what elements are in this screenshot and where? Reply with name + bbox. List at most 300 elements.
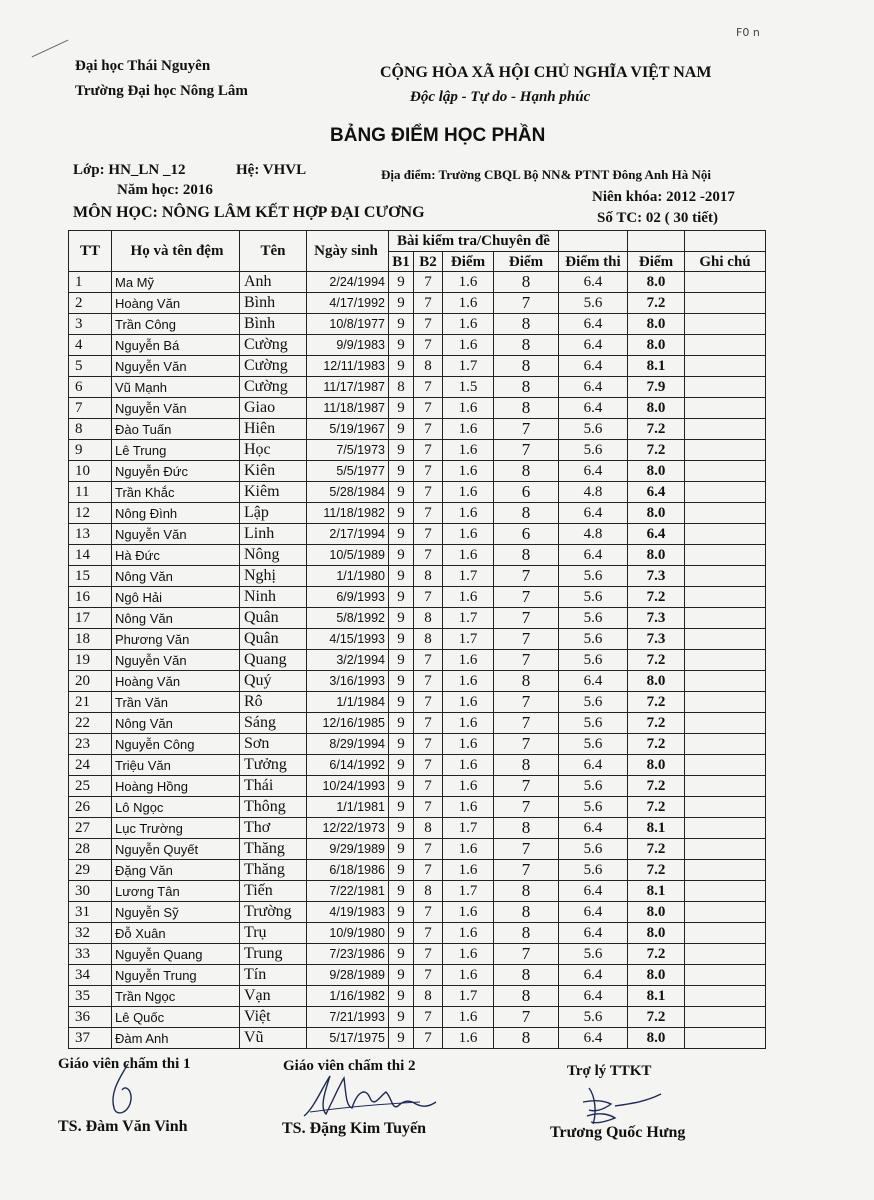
system-label: Hệ: VHVL (236, 162, 307, 178)
cell-given-name: Việt (240, 1007, 307, 1028)
cell-test-score: 1.6 (443, 860, 494, 881)
cell-final-score: 7.3 (628, 566, 685, 587)
cell-given-name: Trường (240, 902, 307, 923)
cell-dob: 10/9/1980 (307, 923, 389, 944)
cell-b2: 7 (414, 797, 443, 818)
cell-b2: 7 (414, 482, 443, 503)
cell-given-name: Tưởng (240, 755, 307, 776)
cell-exam-score: 5.6 (559, 608, 628, 629)
cell-b2: 7 (414, 314, 443, 335)
cell-surname: Nguyễn Văn (112, 524, 240, 545)
cell-topic-score: 8 (494, 272, 559, 293)
cell-dob: 12/11/1983 (307, 356, 389, 377)
cell-topic-score: 8 (494, 503, 559, 524)
cell-b2: 7 (414, 860, 443, 881)
cell-test-score: 1.6 (443, 734, 494, 755)
cell-exam-score: 6.4 (559, 923, 628, 944)
cell-given-name: Học (240, 440, 307, 461)
cell-final-score: 8.0 (628, 965, 685, 986)
cell-given-name: Ninh (240, 587, 307, 608)
cell-dob: 6/9/1993 (307, 587, 389, 608)
cell-note (685, 608, 766, 629)
cell-b1: 9 (389, 965, 414, 986)
cell-note (685, 377, 766, 398)
cell-final-score: 8.0 (628, 461, 685, 482)
cell-topic-score: 8 (494, 671, 559, 692)
cell-exam-score: 6.4 (559, 503, 628, 524)
cell-tt: 7 (69, 398, 112, 419)
cell-topic-score: 8 (494, 356, 559, 377)
cell-surname: Nguyễn Bá (112, 335, 240, 356)
cell-b2: 7 (414, 734, 443, 755)
cell-given-name: Sơn (240, 734, 307, 755)
cell-topic-score: 7 (494, 608, 559, 629)
cell-given-name: Giao (240, 398, 307, 419)
cell-topic-score: 8 (494, 986, 559, 1007)
cell-given-name: Tiến (240, 881, 307, 902)
cell-dob: 4/15/1993 (307, 629, 389, 650)
table-row (69, 398, 766, 419)
header-given-name: Tên (240, 231, 307, 272)
cell-surname: Trần Công (112, 314, 240, 335)
page-title: BẢNG ĐIỂM HỌC PHẦN (330, 125, 546, 146)
cell-given-name: Thái (240, 776, 307, 797)
cell-dob: 1/1/1981 (307, 797, 389, 818)
cell-exam-score: 5.6 (559, 776, 628, 797)
header-tt: TT (69, 231, 112, 272)
grader2-signature (300, 1068, 440, 1128)
cell-dob: 11/18/1987 (307, 398, 389, 419)
cell-b1: 9 (389, 524, 414, 545)
table-row (69, 713, 766, 734)
cell-b1: 9 (389, 713, 414, 734)
cell-dob: 4/17/1992 (307, 293, 389, 314)
cell-exam-score: 5.6 (559, 944, 628, 965)
cell-final-score: 8.0 (628, 335, 685, 356)
cell-b1: 9 (389, 902, 414, 923)
cell-surname: Ngô Hải (112, 587, 240, 608)
cell-surname: Hoàng Văn (112, 293, 240, 314)
cell-given-name: Bình (240, 314, 307, 335)
cell-dob: 7/22/1981 (307, 881, 389, 902)
cell-final-score: 7.2 (628, 776, 685, 797)
cell-given-name: Nghị (240, 566, 307, 587)
cell-test-score: 1.6 (443, 1007, 494, 1028)
cell-dob: 3/16/1993 (307, 671, 389, 692)
cell-dob: 4/19/1983 (307, 902, 389, 923)
credits-label: Số TC: 02 ( 30 tiết) (597, 210, 718, 226)
cell-exam-score: 5.6 (559, 629, 628, 650)
cell-b1: 9 (389, 503, 414, 524)
cell-b2: 7 (414, 944, 443, 965)
cell-exam-score: 5.6 (559, 293, 628, 314)
cell-b2: 8 (414, 986, 443, 1007)
cell-topic-score: 6 (494, 482, 559, 503)
cell-b1: 9 (389, 293, 414, 314)
cell-b2: 7 (414, 902, 443, 923)
cell-surname: Lục Trường (112, 818, 240, 839)
cell-test-score: 1.6 (443, 692, 494, 713)
cell-given-name: Quang (240, 650, 307, 671)
cell-final-score: 8.1 (628, 881, 685, 902)
cell-tt: 17 (69, 608, 112, 629)
cell-surname: Lương Tân (112, 881, 240, 902)
table-row (69, 272, 766, 293)
pen-stroke-mark (32, 40, 69, 58)
cell-test-score: 1.6 (443, 797, 494, 818)
cell-surname: Hoàng Hồng (112, 776, 240, 797)
cell-topic-score: 7 (494, 293, 559, 314)
cell-final-score: 8.0 (628, 671, 685, 692)
cell-topic-score: 8 (494, 818, 559, 839)
cell-b1: 9 (389, 776, 414, 797)
cell-tt: 37 (69, 1028, 112, 1049)
cell-b2: 8 (414, 629, 443, 650)
cell-b2: 7 (414, 587, 443, 608)
cell-b2: 7 (414, 524, 443, 545)
cell-tt: 36 (69, 1007, 112, 1028)
cell-note (685, 650, 766, 671)
header-exam-score: Điểm thi (559, 251, 628, 272)
cell-test-score: 1.7 (443, 608, 494, 629)
cell-b1: 9 (389, 545, 414, 566)
grade-table (68, 230, 766, 1049)
cell-note (685, 839, 766, 860)
cell-given-name: Anh (240, 272, 307, 293)
header-blank-3 (685, 231, 766, 252)
corner-handwritten-note: F0 n (736, 26, 760, 39)
location-label: Địa điểm: Trường CBQL Bộ NN& PTNT Đông Anh Hà Nội (381, 167, 711, 182)
cell-b1: 9 (389, 881, 414, 902)
cell-topic-score: 7 (494, 629, 559, 650)
cell-b1: 9 (389, 671, 414, 692)
table-row (69, 755, 766, 776)
table-row (69, 1007, 766, 1028)
cell-note (685, 944, 766, 965)
header-name: Họ và tên đệm (112, 231, 240, 272)
cell-given-name: Vạn (240, 986, 307, 1007)
cell-b1: 9 (389, 650, 414, 671)
table-row (69, 545, 766, 566)
cell-exam-score: 4.8 (559, 524, 628, 545)
cell-test-score: 1.7 (443, 986, 494, 1007)
cell-note (685, 461, 766, 482)
cell-b1: 9 (389, 461, 414, 482)
cell-test-score: 1.6 (443, 272, 494, 293)
national-motto: Độc lập - Tự do - Hạnh phúc (410, 89, 591, 105)
cell-given-name: Nông (240, 545, 307, 566)
table-row (69, 587, 766, 608)
cell-dob: 3/2/1994 (307, 650, 389, 671)
cell-dob: 9/29/1989 (307, 839, 389, 860)
table-row (69, 377, 766, 398)
cell-b1: 9 (389, 482, 414, 503)
cell-test-score: 1.7 (443, 881, 494, 902)
cell-b2: 7 (414, 272, 443, 293)
cell-final-score: 7.2 (628, 440, 685, 461)
academic-year: Năm học: 2016 (117, 182, 213, 198)
table-row (69, 776, 766, 797)
cell-surname: Nông Văn (112, 608, 240, 629)
cell-dob: 8/29/1994 (307, 734, 389, 755)
cell-topic-score: 8 (494, 377, 559, 398)
cell-topic-score: 8 (494, 461, 559, 482)
cell-b2: 7 (414, 923, 443, 944)
cell-topic-score: 7 (494, 1007, 559, 1028)
cell-given-name: Vũ (240, 1028, 307, 1049)
cell-note (685, 818, 766, 839)
cell-exam-score: 5.6 (559, 734, 628, 755)
cell-note (685, 860, 766, 881)
cell-exam-score: 5.6 (559, 713, 628, 734)
cell-tt: 11 (69, 482, 112, 503)
header-note: Ghi chú (685, 251, 766, 272)
cell-topic-score: 8 (494, 398, 559, 419)
cell-tt: 23 (69, 734, 112, 755)
grade-table-body (69, 272, 766, 1049)
cell-topic-score: 7 (494, 650, 559, 671)
cell-dob: 7/5/1973 (307, 440, 389, 461)
cell-given-name: Hiên (240, 419, 307, 440)
course-period: Niên khóa: 2012 -2017 (592, 189, 735, 205)
cell-b2: 7 (414, 503, 443, 524)
cell-final-score: 7.3 (628, 608, 685, 629)
cell-tt: 21 (69, 692, 112, 713)
cell-dob: 5/17/1975 (307, 1028, 389, 1049)
cell-b1: 9 (389, 335, 414, 356)
cell-note (685, 923, 766, 944)
table-row (69, 923, 766, 944)
cell-b1: 9 (389, 818, 414, 839)
cell-final-score: 8.1 (628, 986, 685, 1007)
cell-tt: 29 (69, 860, 112, 881)
cell-final-score: 7.2 (628, 713, 685, 734)
cell-tt: 3 (69, 314, 112, 335)
table-row (69, 860, 766, 881)
cell-b1: 9 (389, 860, 414, 881)
country-name: CỘNG HÒA XÃ HỘI CHỦ NGHĨA VIỆT NAM (380, 64, 712, 81)
table-row (69, 944, 766, 965)
cell-final-score: 7.9 (628, 377, 685, 398)
cell-given-name: Quân (240, 608, 307, 629)
cell-given-name: Thăng (240, 839, 307, 860)
cell-test-score: 1.6 (443, 545, 494, 566)
cell-note (685, 755, 766, 776)
cell-note (685, 545, 766, 566)
cell-b2: 8 (414, 881, 443, 902)
cell-dob: 5/5/1977 (307, 461, 389, 482)
table-row (69, 356, 766, 377)
cell-given-name: Tín (240, 965, 307, 986)
cell-b1: 9 (389, 734, 414, 755)
table-row (69, 440, 766, 461)
cell-test-score: 1.6 (443, 923, 494, 944)
table-row (69, 293, 766, 314)
cell-test-score: 1.6 (443, 713, 494, 734)
cell-given-name: Kiên (240, 461, 307, 482)
cell-surname: Nguyễn Công (112, 734, 240, 755)
cell-tt: 27 (69, 818, 112, 839)
cell-tt: 22 (69, 713, 112, 734)
cell-b1: 9 (389, 797, 414, 818)
cell-note (685, 524, 766, 545)
cell-b1: 9 (389, 629, 414, 650)
cell-b2: 7 (414, 293, 443, 314)
cell-dob: 5/28/1984 (307, 482, 389, 503)
cell-dob: 2/17/1994 (307, 524, 389, 545)
cell-tt: 34 (69, 965, 112, 986)
cell-tt: 12 (69, 503, 112, 524)
cell-surname: Vũ Mạnh (112, 377, 240, 398)
cell-exam-score: 5.6 (559, 650, 628, 671)
cell-b1: 9 (389, 923, 414, 944)
cell-note (685, 272, 766, 293)
cell-note (685, 692, 766, 713)
cell-given-name: Quý (240, 671, 307, 692)
cell-exam-score: 6.4 (559, 902, 628, 923)
cell-surname: Hoàng Văn (112, 671, 240, 692)
cell-b1: 9 (389, 314, 414, 335)
table-row (69, 902, 766, 923)
cell-topic-score: 7 (494, 839, 559, 860)
cell-final-score: 8.0 (628, 545, 685, 566)
cell-given-name: Sáng (240, 713, 307, 734)
cell-note (685, 881, 766, 902)
cell-b1: 9 (389, 608, 414, 629)
cell-test-score: 1.6 (443, 839, 494, 860)
table-row (69, 692, 766, 713)
cell-b2: 7 (414, 671, 443, 692)
cell-b2: 7 (414, 1028, 443, 1049)
cell-tt: 24 (69, 755, 112, 776)
cell-exam-score: 6.4 (559, 986, 628, 1007)
cell-test-score: 1.6 (443, 587, 494, 608)
cell-exam-score: 5.6 (559, 860, 628, 881)
cell-final-score: 6.4 (628, 482, 685, 503)
cell-given-name: Trụ (240, 923, 307, 944)
cell-dob: 11/18/1982 (307, 503, 389, 524)
cell-exam-score: 5.6 (559, 566, 628, 587)
cell-final-score: 8.0 (628, 398, 685, 419)
cell-note (685, 629, 766, 650)
cell-tt: 15 (69, 566, 112, 587)
grader1-signature (100, 1060, 160, 1120)
grader1-name: TS. Đàm Văn Vinh (58, 1118, 188, 1135)
cell-surname: Đỗ Xuân (112, 923, 240, 944)
cell-test-score: 1.6 (443, 482, 494, 503)
cell-note (685, 776, 766, 797)
cell-surname: Nguyễn Quyết (112, 839, 240, 860)
table-row (69, 503, 766, 524)
table-row (69, 566, 766, 587)
cell-b2: 7 (414, 965, 443, 986)
table-row (69, 461, 766, 482)
table-row (69, 734, 766, 755)
cell-final-score: 8.0 (628, 503, 685, 524)
cell-test-score: 1.6 (443, 419, 494, 440)
cell-exam-score: 5.6 (559, 440, 628, 461)
cell-given-name: Trung (240, 944, 307, 965)
cell-final-score: 8.0 (628, 902, 685, 923)
cell-surname: Đàm Anh (112, 1028, 240, 1049)
cell-final-score: 7.2 (628, 692, 685, 713)
cell-note (685, 797, 766, 818)
cell-tt: 4 (69, 335, 112, 356)
cell-given-name: Rô (240, 692, 307, 713)
table-row (69, 650, 766, 671)
cell-test-score: 1.6 (443, 1028, 494, 1049)
cell-b2: 7 (414, 713, 443, 734)
cell-tt: 1 (69, 272, 112, 293)
header-b2: B2 (414, 251, 443, 272)
cell-topic-score: 7 (494, 776, 559, 797)
cell-surname: Trần Văn (112, 692, 240, 713)
cell-topic-score: 7 (494, 587, 559, 608)
cell-test-score: 1.6 (443, 398, 494, 419)
cell-tt: 18 (69, 629, 112, 650)
cell-given-name: Cường (240, 377, 307, 398)
cell-final-score: 8.0 (628, 314, 685, 335)
cell-b1: 9 (389, 419, 414, 440)
grader1-title: Giáo viên chấm thi 1 (58, 1056, 191, 1072)
cell-surname: Ma Mỹ (112, 272, 240, 293)
cell-note (685, 734, 766, 755)
cell-final-score: 8.0 (628, 755, 685, 776)
cell-test-score: 1.6 (443, 650, 494, 671)
table-row (69, 314, 766, 335)
cell-surname: Trần Ngọc (112, 986, 240, 1007)
cell-final-score: 8.0 (628, 923, 685, 944)
cell-b2: 7 (414, 1007, 443, 1028)
table-row (69, 797, 766, 818)
cell-topic-score: 7 (494, 713, 559, 734)
cell-exam-score: 6.4 (559, 545, 628, 566)
cell-exam-score: 6.4 (559, 818, 628, 839)
cell-tt: 28 (69, 839, 112, 860)
cell-final-score: 8.0 (628, 1028, 685, 1049)
cell-final-score: 6.4 (628, 524, 685, 545)
cell-tt: 6 (69, 377, 112, 398)
cell-tt: 35 (69, 986, 112, 1007)
cell-given-name: Quân (240, 629, 307, 650)
cell-note (685, 293, 766, 314)
cell-tt: 19 (69, 650, 112, 671)
cell-note (685, 335, 766, 356)
cell-note (685, 965, 766, 986)
cell-exam-score: 6.4 (559, 755, 628, 776)
cell-surname: Nguyễn Trung (112, 965, 240, 986)
university-name: Đại học Thái Nguyên (75, 58, 211, 74)
cell-b1: 9 (389, 587, 414, 608)
cell-dob: 1/1/1984 (307, 692, 389, 713)
cell-b2: 8 (414, 566, 443, 587)
cell-dob: 7/23/1986 (307, 944, 389, 965)
cell-test-score: 1.6 (443, 335, 494, 356)
cell-exam-score: 6.4 (559, 314, 628, 335)
cell-b1: 9 (389, 356, 414, 377)
cell-topic-score: 8 (494, 923, 559, 944)
subject-name: MÔN HỌC: NÔNG LÂM KẾT HỢP ĐẠI CƯƠNG (73, 204, 425, 221)
cell-b2: 7 (414, 776, 443, 797)
cell-surname: Lô Ngọc (112, 797, 240, 818)
table-row (69, 671, 766, 692)
cell-dob: 1/16/1982 (307, 986, 389, 1007)
cell-note (685, 671, 766, 692)
cell-b1: 8 (389, 377, 414, 398)
cell-note (685, 398, 766, 419)
cell-surname: Đặng Văn (112, 860, 240, 881)
cell-b2: 8 (414, 356, 443, 377)
